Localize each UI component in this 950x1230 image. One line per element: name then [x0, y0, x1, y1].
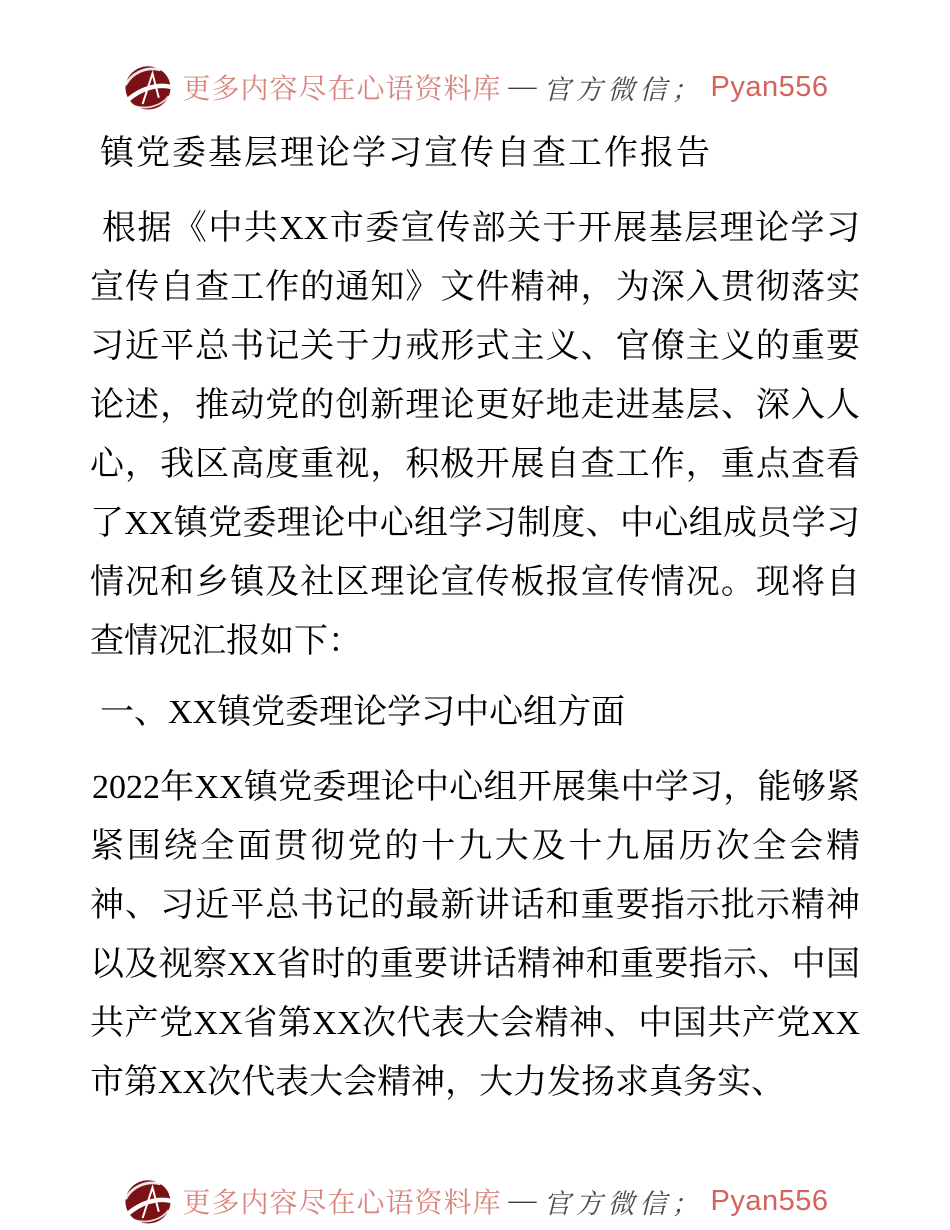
footer-watermark	[90, 1172, 860, 1230]
header-watermark	[90, 58, 860, 116]
watermark-dash: —	[508, 1185, 537, 1216]
watermark-wechat-label: 官方微信；	[543, 74, 704, 105]
watermark-wechat-id: Pyan556	[710, 70, 829, 103]
brand-logo-icon	[121, 61, 175, 113]
watermark-wechat-id: Pyan556	[710, 1184, 829, 1217]
body-paragraph-2: 2022年XX镇党委理论中心组开展集中学习，能够紧紧围绕全面贯彻党的十九大及十九届历次全会精神、习近平总书记的最新讲话和重要指示批示精神以及视察XX省时的重要讲话精神和重要指示、中国共产党XX省第XX次代表大会精神、中国共产党XX市第XX次代表大会精神，大力发扬求真务实、	[90, 769, 860, 1101]
watermark-dash: —	[508, 71, 537, 102]
section-heading-1: 一、XX镇党委理论学习中心组方面	[100, 694, 626, 731]
document-content	[90, 116, 860, 1154]
brand-logo-icon	[121, 1175, 175, 1227]
body-paragraph-1: 根据《中共XX市委宣传部关于开展基层理论学习宣传自查工作的通知》文件精神，为深入贯彻落实习近平总书记关于力戒形式主义、官僚主义的重要论述，推动党的创新理论更好地走进基层、深入人心，我区高度重视，积极开展自查工作，重点查看了XX镇党委理论中心组学习制度、中心组成员学习情况和乡镇及社区理论宣传板报宣传情况。现将自查情况汇报如下：	[90, 210, 860, 660]
watermark-brand-text: 更多内容尽在心语资料库	[182, 1188, 502, 1219]
watermark-wechat-label: 官方微信；	[543, 1188, 704, 1219]
watermark-brand-text: 更多内容尽在心语资料库	[182, 74, 502, 105]
page-title: 镇党委基层理论学习宣传自查工作报告	[100, 135, 712, 172]
